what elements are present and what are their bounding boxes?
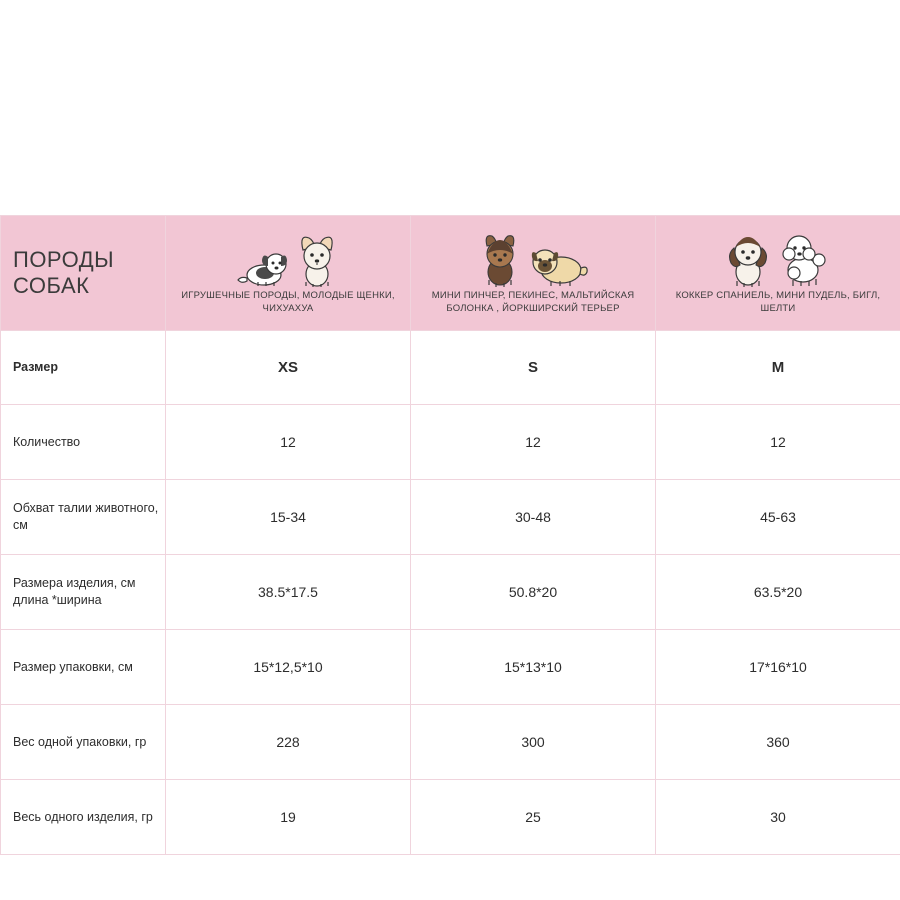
row-value-quantity-m: 12 [656,405,900,480]
row-value-package-size-xs: 15*12,5*10 [166,630,411,705]
row-value-package-weight-xs: 228 [166,705,411,780]
breed-column-xs [166,216,411,331]
row-label-waist: Обхват талии животного, см [1,480,166,555]
dog-illustrations-xs [174,226,402,288]
row-value-quantity-s: 12 [411,405,656,480]
dog-cocker-spaniel-icon [723,230,773,288]
table-row-waist [1,480,900,555]
dog-poodle-icon [777,230,833,288]
row-value-size-m: M [656,331,900,405]
table-row-item-weight [1,780,900,855]
row-label-quantity: Количество [1,405,166,480]
breed-list-s: МИНИ ПИНЧЕР, ПЕКИНЕС, МАЛЬТИЙСКАЯ БОЛОНКА , ЙОРКШИРСКИЙ ТЕРЬЕР [431,290,635,314]
row-value-package-weight-s: 300 [411,705,656,780]
row-value-product-size-xs: 38.5*17.5 [166,555,411,630]
row-value-size-s: S [411,331,656,405]
table-row-package-weight [1,705,900,780]
dog-chihuahua-icon [292,232,342,288]
dog-spotted-icon [234,242,288,288]
row-value-size-xs: XS [166,331,411,405]
dog-yorkshire-icon [477,230,523,288]
breed-list-m: КОККЕР СПАНИЕЛЬ, МИНИ ПУДЕЛЬ, БИГЛ, ШЕЛТИ [675,290,881,314]
page-title: ПОРОДЫ СОБАК [1,216,166,331]
row-value-product-size-s: 50.8*20 [411,555,656,630]
row-value-product-size-m: 63.5*20 [656,555,900,630]
dog-illustrations-s [419,226,647,288]
row-value-item-weight-s: 25 [411,780,656,855]
row-label-package-size: Размер упаковки, см [1,630,166,705]
table-row-package-size [1,630,900,705]
row-label-size: Размер [1,331,166,405]
dog-illustrations-m [664,226,892,288]
size-chart-table-wrapper [0,215,900,855]
row-value-package-size-m: 17*16*10 [656,630,900,705]
row-value-waist-xs: 15-34 [166,480,411,555]
row-value-quantity-xs: 12 [166,405,411,480]
row-value-item-weight-m: 30 [656,780,900,855]
breed-list-xs: ИГРУШЕЧНЫЕ ПОРОДЫ, МОЛОДЫЕ ЩЕНКИ, ЧИХУАХУА [181,290,395,314]
table-header-row [1,216,900,331]
row-label-package-weight: Вес одной упаковки, гр [1,705,166,780]
table-row-product-size [1,555,900,630]
row-value-waist-s: 30-48 [411,480,656,555]
row-label-item-weight: Весь одного изделия, гр [1,780,166,855]
row-label-product-size: Размера изделия, см длина *ширина [1,555,166,630]
dog-pug-icon [527,240,589,288]
row-value-waist-m: 45-63 [656,480,900,555]
row-value-package-size-s: 15*13*10 [411,630,656,705]
breed-column-m [656,216,900,331]
row-value-item-weight-xs: 19 [166,780,411,855]
size-chart-table [0,215,900,855]
table-row-quantity [1,405,900,480]
table-row-size [1,331,900,405]
breed-column-s [411,216,656,331]
row-value-package-weight-m: 360 [656,705,900,780]
